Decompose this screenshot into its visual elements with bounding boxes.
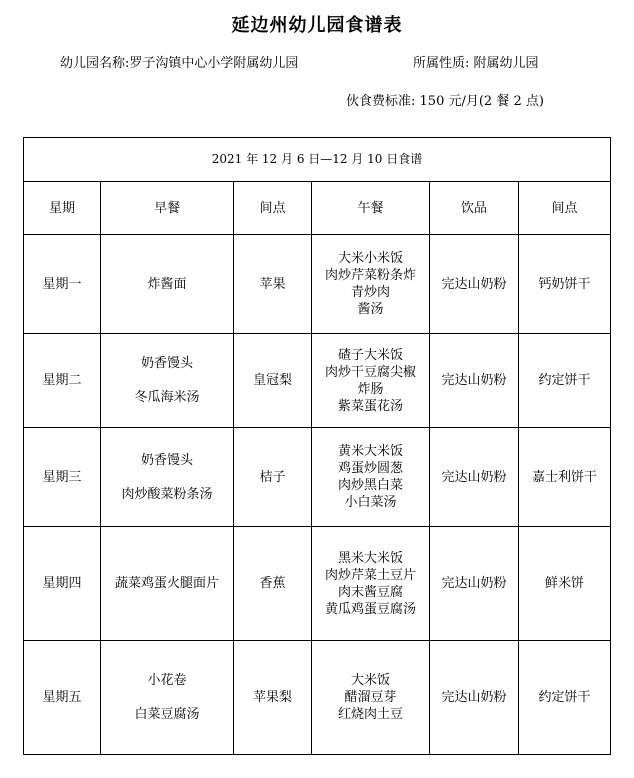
dish-item: 紫菜蛋花汤 [337,398,403,414]
dish-item: 炸酱面 [147,276,187,292]
dish-item: 冬瓜海米汤 [134,390,200,405]
dish-item: 肉末酱豆腐 [337,584,403,600]
header-snack-2: 间点 [519,182,611,235]
lunch-cell [312,235,430,334]
header-breakfast: 早餐 [101,182,234,235]
drink-cell: 完达山奶粉 [430,334,519,428]
dish-item: 大米小米饭 [337,251,403,266]
weekday-cell: 星期四 [24,527,101,641]
header-row [24,182,611,235]
weekday-cell: 星期一 [24,235,101,334]
snack-2-cell: 钙奶饼干 [519,235,611,334]
breakfast-cell [101,641,234,755]
snack-2-cell: 约定饼干 [519,334,611,428]
kindergarten-name-label: 幼儿园名称: [60,56,130,71]
dish-item: 黄米大米饭 [337,444,403,459]
header-weekday: 星期 [24,182,101,235]
snack-1-cell: 香蕉 [234,527,312,641]
page-title: 延边州幼儿园食谱表 [231,15,403,36]
dish-item: 蔬菜鸡蛋火腿面片 [114,576,219,591]
snack-2-cell: 嘉士利饼干 [519,428,611,527]
dish-item: 奶香馒头 [140,356,193,371]
dish-item: 奶香馒头 [140,452,193,468]
dish-item: 肉炒芹菜土豆片 [324,567,416,583]
affiliation-type-value: 附属幼儿园 [473,56,539,71]
lunch-list [325,550,416,618]
table-row [24,235,611,334]
snack-2-cell: 约定饼干 [519,641,611,755]
breakfast-list [134,672,199,723]
drink-cell: 完达山奶粉 [430,641,519,755]
snack-1-cell: 桔子 [234,428,312,527]
breakfast-cell [101,428,234,527]
dish-item: 黄瓜鸡蛋豆腐汤 [324,601,416,617]
weekday-cell: 星期二 [24,334,101,428]
weekday-cell: 星期五 [24,641,101,755]
lunch-cell [312,334,430,428]
lunch-list [338,443,403,511]
header-lunch: 午餐 [312,182,430,235]
drink-cell: 完达山奶粉 [430,527,519,641]
table-row [24,641,611,755]
meal-fee-label: 伙食费标准: [346,94,416,109]
dish-item: 小白菜汤 [344,495,397,510]
meal-fee-field [346,90,544,109]
table-row [24,527,611,641]
dish-item: 肉炒酸菜粉条汤 [121,486,213,502]
snack-1-cell: 苹果 [234,235,312,334]
affiliation-type-label: 所属性质: [413,56,470,71]
dish-item: 酱汤 [357,302,384,317]
dish-item: 鸡蛋炒圆葱 [337,461,403,476]
breakfast-cell [101,334,234,428]
snack-1-cell: 皇冠梨 [234,334,312,428]
snack-2-cell: 鲜米饼 [519,527,611,641]
caption-row [24,138,611,182]
dish-item: 红烧肉土豆 [337,707,403,722]
dish-item: 小花卷 [147,673,187,688]
header-drink: 饮品 [430,182,519,235]
weekly-menu-table [23,137,611,755]
dish-item: 青炒肉 [350,285,390,300]
lunch-list [338,672,403,723]
dish-item: 白菜豆腐汤 [134,707,200,722]
dish-item: 黑米大米饭 [337,550,403,566]
dish-item: 碴子大米饭 [337,347,403,363]
breakfast-list [115,575,219,592]
dish-item: 肉炒干豆腐尖椒 [324,364,416,380]
dish-item: 大米饭 [350,673,390,688]
header-snack-1: 间点 [234,182,312,235]
lunch-list [325,250,416,318]
breakfast-list [121,452,212,503]
dish-item: 肉炒芹菜粉条炸 [324,268,416,283]
kindergarten-name-value: 罗子沟镇中心小学附属幼儿园 [129,56,299,71]
snack-1-cell: 苹果梨 [234,641,312,755]
table-row [24,428,611,527]
dish-item: 炸肠 [357,381,384,397]
lunch-cell [312,428,430,527]
drink-cell: 完达山奶粉 [430,235,519,334]
meal-fee-value: 150 元/月(2 餐 2 点) [419,94,544,109]
breakfast-cell [101,235,234,334]
dish-item: 肉炒黑白菜 [337,478,403,493]
dish-item: 醋溜豆芽 [344,690,397,705]
lunch-cell [312,527,430,641]
weekday-cell: 星期三 [24,428,101,527]
breakfast-cell [101,527,234,641]
breakfast-list [134,355,199,406]
drink-cell: 完达山奶粉 [430,428,519,527]
breakfast-list [147,276,186,293]
table-row [24,334,611,428]
kindergarten-name-field [60,52,298,71]
table-caption: 2021 年 12 月 6 日—12 月 10 日食谱 [24,138,611,182]
lunch-list [325,347,416,415]
lunch-cell [312,641,430,755]
affiliation-type-field [413,52,539,71]
